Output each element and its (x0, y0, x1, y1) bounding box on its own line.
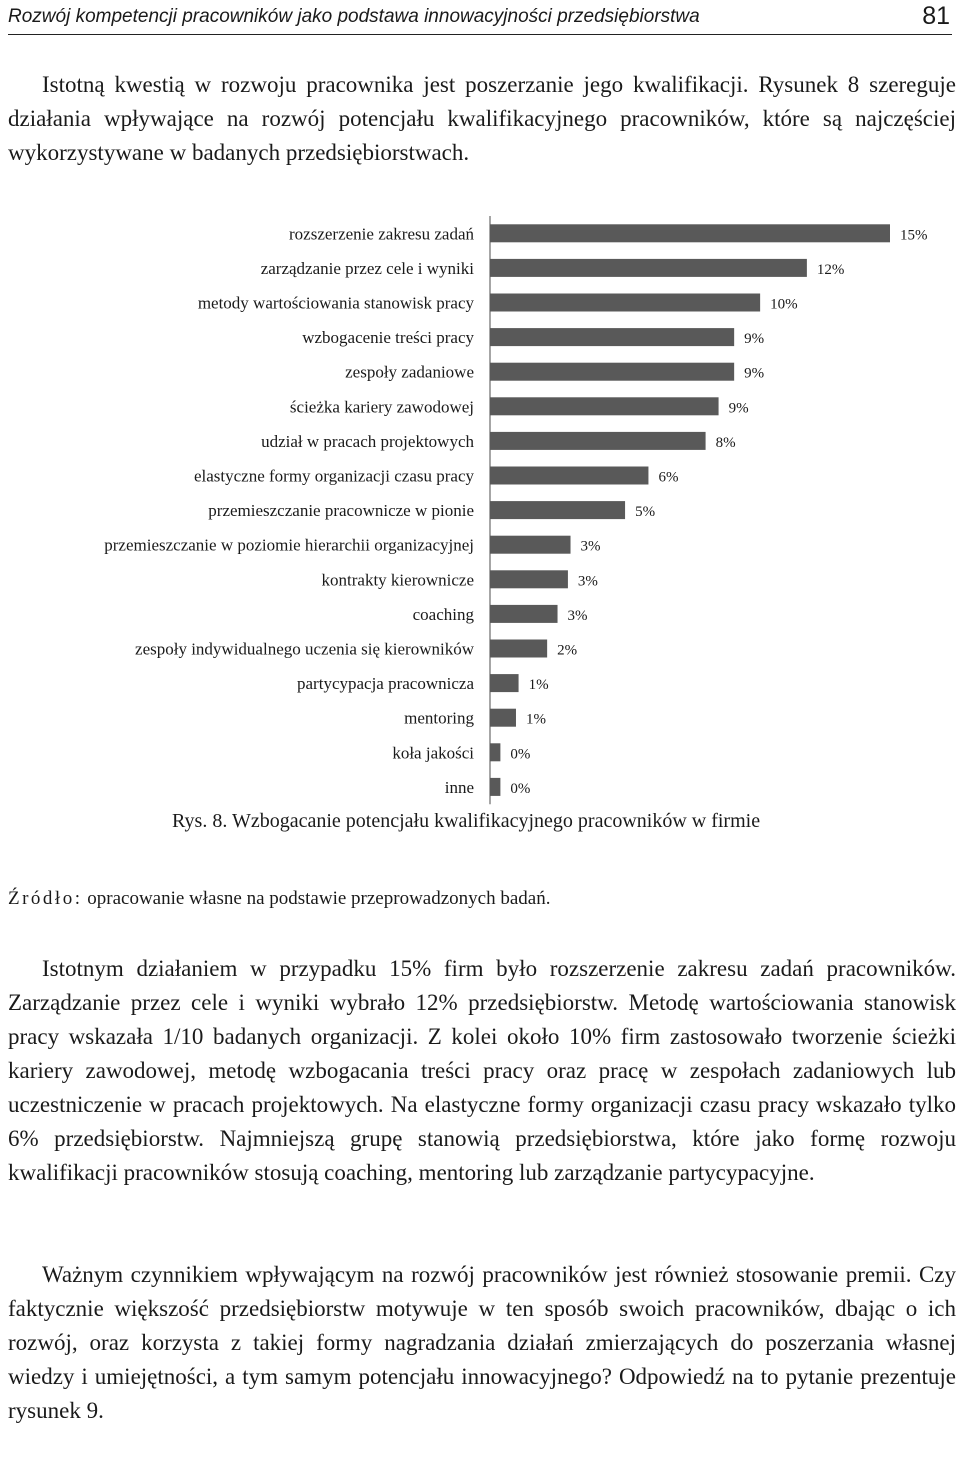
category-label: mentoring (404, 708, 474, 728)
source-text: opracowanie własne na podstawie przeprowadzonych badań. (82, 888, 551, 909)
category-label: rozszerzenie zakresu zadań (289, 224, 474, 244)
bar (490, 501, 625, 519)
source-label: Źródło: (8, 888, 83, 909)
premium-paragraph: Ważnym czynnikiem wpływającym na rozwój pracowników jest również stosowanie premii. Czy faktycznie większość przedsiębiorstw motywuje w ten sposób swoich pracowników, dbając o ich rozwój, oraz korzysta z takiej formy nagradzania działań zmierzających do poszerzania własnej wiedzy i umiejętności, a tym samym potencjału innowacyjnego? Odpowiedź na to pytanie prezentuje rysunek 9. (8, 1262, 956, 1423)
category-label: zespoły indywidualnego uczenia się kierowników (135, 639, 474, 659)
data-label: 3% (567, 607, 588, 624)
data-label: 6% (658, 469, 679, 486)
data-label: 15% (900, 227, 928, 244)
bar (490, 432, 706, 450)
data-label: 0% (510, 746, 531, 763)
bar (490, 743, 500, 761)
bar (490, 570, 568, 588)
intro-paragraph: Istotną kwestią w rozwoju pracownika jest poszerzanie jego kwalifikacji. Rysunek 8 szereguje działania wpływające na rozwój potencjału kwalifikacyjnego pracowników, które są najczęściej wykorzystywane w badanych przedsiębiorstwach. (8, 72, 956, 165)
data-label: 1% (525, 711, 546, 728)
data-label: 12% (816, 261, 845, 278)
bar (490, 640, 547, 658)
bar (490, 467, 648, 485)
category-label: kontrakty kierownicze (321, 570, 474, 590)
data-label: 2% (557, 642, 578, 659)
bar (490, 328, 734, 346)
running-title: Rozwój kompetencji pracowników jako podstawa innowacyjności przedsiębiorstwa (8, 6, 700, 27)
data-label: 9% (744, 331, 765, 348)
data-label: 1% (528, 677, 549, 694)
data-label: 5% (635, 504, 656, 521)
bar-chart (0, 208, 960, 808)
category-label: elastyczne formy organizacji czasu pracy (193, 466, 474, 486)
bar (490, 536, 571, 554)
bar (490, 294, 760, 312)
data-label: 8% (715, 434, 736, 451)
category-label: partycypacja pracownicza (297, 674, 474, 694)
category-label: ścieżka kariery zawodowej (289, 397, 474, 417)
data-label: 0% (510, 780, 531, 797)
bar (490, 259, 807, 277)
analysis-paragraph: Istotnym działaniem w przypadku 15% firm było rozszerzenie zakresu zadań pracowników. Zarządzanie przez cele i wyniki wybrało 12% przedsiębiorstw. Metodę wartościowania stanowisk pracy wskazała 1/10 badanych organizacji. Z kolei około 10% firm zastosowało tworzenie ścieżki kariery zawodowej, metodę wzbogacania treści pracy oraz pracę w zespołach zadaniowych lub uczestniczenie w pracach projektowych. Na elastyczne formy organizacji czasu pracy wskazało tylko 6% przedsiębiorstw. Najmniejszą grupę stanowią przedsiębiorstwa, które jako formę rozwoju kwalifikacji pracowników stosują coaching, mentoring lub zarządzanie partycypacyjne. (8, 956, 956, 1185)
category-label: zarządzanie przez cele i wyniki (260, 258, 474, 278)
category-label: zespoły zadaniowe (345, 362, 474, 382)
bar (490, 224, 890, 242)
bar (490, 674, 519, 692)
page-number: 81 (922, 2, 950, 30)
category-label: koła jakości (392, 743, 474, 763)
data-label: 3% (580, 538, 601, 555)
data-label: 9% (728, 400, 749, 417)
category-label: udział w pracach projektowych (261, 431, 474, 451)
category-label: przemieszczanie pracownicze w pionie (208, 501, 474, 521)
bar (490, 363, 734, 381)
bar (490, 397, 719, 415)
data-label: 10% (770, 296, 798, 313)
category-label: metody wartościowania stanowisk pracy (197, 293, 474, 313)
figure-caption: Rys. 8. Wzbogacanie potencjału kwalifikacyjnego pracowników w firmie (172, 810, 761, 832)
figure-source (8, 888, 550, 910)
running-header (8, 0, 952, 35)
category-label: inne (444, 777, 474, 797)
category-label: coaching (412, 604, 474, 624)
data-label: 9% (744, 365, 765, 382)
bar (490, 709, 516, 727)
bar (490, 778, 500, 796)
category-label: wzbogacenie treści pracy (302, 328, 474, 348)
data-label: 3% (577, 573, 598, 590)
category-label: przemieszczanie w poziomie hierarchii organizacyjnej (104, 535, 474, 555)
bar (490, 605, 558, 623)
